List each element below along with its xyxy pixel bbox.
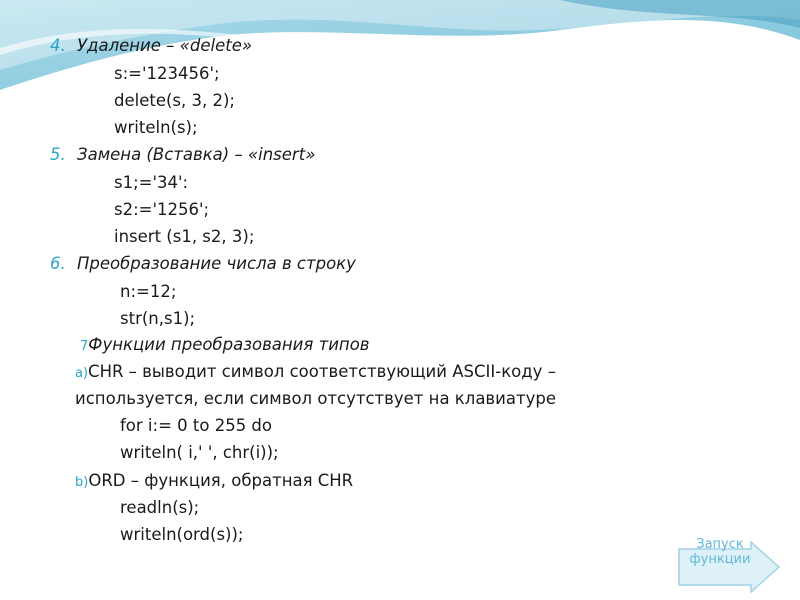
- code-line: s2:='1256';: [114, 200, 210, 219]
- code-line: writeln(s);: [114, 118, 198, 137]
- code-line: n:=12;: [120, 282, 177, 301]
- code-line: delete(s, 3, 2);: [114, 91, 235, 110]
- item-6-title: Преобразование числа в строку: [77, 254, 356, 273]
- item-7b-marker: b): [75, 475, 89, 490]
- item-7a-line1: [75, 362, 556, 384]
- code-line: readln(s);: [120, 498, 200, 517]
- item-7a-marker: a): [75, 366, 89, 381]
- code-line: for i:= 0 to 255 do: [120, 416, 273, 435]
- code-line: insert (s1, s2, 3);: [114, 227, 255, 246]
- code-line: writeln(ord(s));: [120, 525, 244, 544]
- item-7-title: Функции преобразования типов: [88, 335, 370, 354]
- item-7a-line2: используется, если символ отсутствует на клавиатуре: [75, 389, 556, 408]
- run-function-button[interactable]: [677, 541, 781, 593]
- item-7-number: 7: [80, 339, 89, 354]
- item-6-number: 6.: [50, 254, 66, 273]
- item-7b-text: ORD – функция, обратная CHR: [88, 471, 354, 490]
- item-4-title: Удаление – «delete»: [77, 36, 253, 55]
- code-line: s1;='34':: [114, 173, 189, 192]
- item-5-heading: [50, 145, 315, 165]
- code-line: str(n,s1);: [120, 309, 196, 328]
- code-line: writeln( i,' ', chr(i));: [120, 443, 279, 462]
- item-7-heading: [80, 335, 370, 357]
- run-function-label: Запуск функции: [689, 537, 751, 567]
- item-4-number: 4.: [50, 36, 66, 55]
- item-6-heading: [50, 254, 356, 274]
- item-5-title: Замена (Вставка) – «insert»: [77, 145, 316, 164]
- item-7b-line: [75, 471, 353, 493]
- item-7a-text1: CHR – выводит символ соответствующий ASCII-коду –: [88, 362, 556, 381]
- code-line: s:='123456';: [114, 64, 220, 83]
- item-5-number: 5.: [50, 145, 66, 164]
- item-4-heading: [50, 36, 252, 56]
